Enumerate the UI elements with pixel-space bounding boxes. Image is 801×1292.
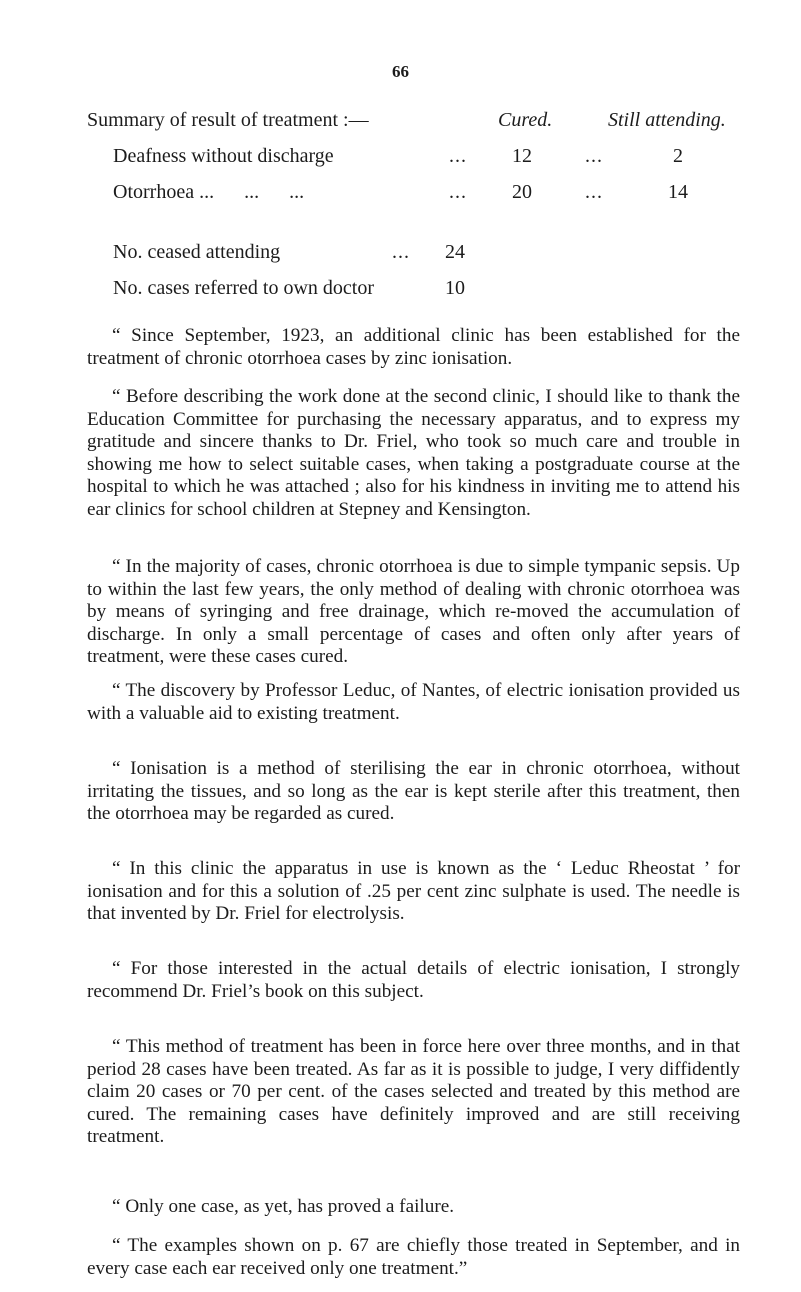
page-number: 66 <box>392 62 409 81</box>
count-value: 10 <box>445 277 465 299</box>
leader-dots: ... <box>585 181 603 203</box>
summary-row-cured: 20 <box>512 181 532 203</box>
paragraph: “ In the majority of cases, chronic otorrhoea is due to simple tympanic sepsis. Up to within the last few years, the only method of dealing with chronic otorrhoea was by means of syringing and free drainage, which re-moved the accumulation of discharge. In only a small percentage of cases and often only after years of treatment, were these cases cured. <box>87 556 740 668</box>
leader-dots: ... <box>449 145 467 167</box>
leader-dots: ... <box>585 145 603 167</box>
paragraph: “ Before describing the work done at the second clinic, I should like to thank the Education Committee for purchasing the necessary apparatus, and to express my gratitude and sincere thanks to Dr. Friel, who took so much care and trouble in showing me how to select suitable cases, when taking a postgraduate course at the hospital to which he was attached ; also for his kindness in inviting me to attend his ear clinics for school children at Stepney and Kensington. <box>87 386 740 520</box>
summary-row-cured: 12 <box>512 145 532 167</box>
paragraph: “ For those interested in the actual details of electric ionisation, I strongly recommend Dr. Friel’s book on this subject. <box>87 958 740 1002</box>
count-label: No. ceased attending <box>113 241 281 263</box>
column-header-cured: Cured. <box>498 109 553 131</box>
count-value: 24 <box>445 241 465 263</box>
count-label: No. cases referred to own doctor <box>113 277 375 299</box>
paragraph: “ Since September, 1923, an additional clinic has been established for the treatment of chronic otorrhoea cases by zinc ionisation. <box>87 325 740 369</box>
summary-heading: Summary of result of treatment :— <box>87 109 369 131</box>
summary-row-still: 14 <box>668 181 688 203</box>
summary-row-label: Otorrhoea ... ... ... <box>113 181 305 203</box>
paragraph: “ Ionisation is a method of sterilising the ear in chronic otorrhoea, without irritating the tissues, and so long as the ear is kept sterile after this treatment, then the otorrhoea may be regarded as cured. <box>87 758 740 825</box>
paragraph: “ Only one case, as yet, has proved a failure. <box>112 1196 455 1217</box>
paragraph: “ This method of treatment has been in force here over three months, and in that period 28 cases have been treated. As far as it is possible to judge, I very diffidently claim 20 cases or 70 per cent. of the cases selected and treated by this method are cured. The remaining cases have definitely improved and are still receiving treatment. <box>87 1036 740 1148</box>
summary-row-label: Deafness without discharge <box>113 145 334 167</box>
summary-row-still: 2 <box>673 145 683 167</box>
paragraph: “ The discovery by Professor Leduc, of Nantes, of electric ionisation provided us with a valuable aid to existing treatment. <box>87 680 740 724</box>
leader-dots: ... <box>449 181 467 203</box>
paragraph: “ The examples shown on p. 67 are chiefly those treated in September, and in every case each ear received only one treatment.” <box>87 1235 740 1279</box>
paragraph: “ In this clinic the apparatus in use is known as the ‘ Leduc Rheostat ’ for ionisation and for this a solution of .25 per cent zinc sulphate is used. The needle is that invented by Dr. Friel for electrolysis. <box>87 858 740 925</box>
column-header-still-attending: Still attending. <box>608 109 726 131</box>
leader-dots: ... <box>392 241 410 263</box>
